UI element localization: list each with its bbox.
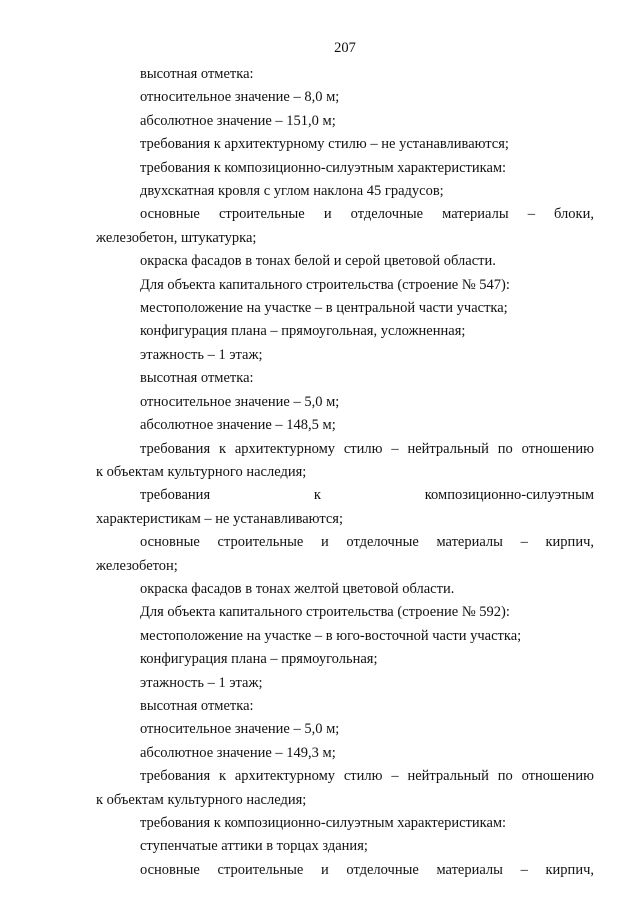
paragraph-continuation: к объектам культурного наследия; [96,463,307,480]
word: нейтральный [407,768,489,785]
word: к [218,440,227,457]
paragraph: окраска фасадов в тонах желтой цветовой области. [140,580,455,597]
word: и [320,534,329,551]
paragraph: окраска фасадов в тонах белой и серой цветовой области. [140,253,496,270]
word: материалы [436,534,503,551]
word: к [313,487,321,504]
word: отношению [521,768,594,785]
word: отделочные [346,534,419,551]
word: и [320,861,329,878]
paragraph: конфигурация плана – прямоугольная, усложненная; [140,323,466,340]
paragraph: местоположение на участке – в центральной части участка; [140,300,508,317]
word: требования [140,768,211,785]
word: отделочные [350,206,424,223]
paragraph: ступенчатые аттики в торцах здания; [140,838,368,855]
word: материалы [442,206,509,223]
word: строительные [218,206,305,223]
word: – [520,861,528,878]
paragraph: местоположение на участке – в юго-восточной части участка; [140,627,522,644]
paragraph-continuation: железобетон; [96,557,178,574]
paragraph: конфигурация плана – прямоугольная; [140,651,378,668]
paragraph: абсолютное значение – 149,3 м; [140,744,336,761]
paragraph: требования к композиционно-силуэтным характеристикам: [140,815,507,831]
word: композиционно-силуэтным [424,487,594,504]
justified-line [96,203,594,226]
paragraph-continuation: к объектам культурного наследия; [96,791,307,808]
justified-line [96,438,594,461]
word: – [391,768,399,785]
justified-line [96,484,594,507]
word: основные [140,534,200,551]
word: кирпич, [545,534,594,551]
paragraph: высотная отметка: [140,370,254,387]
document-body [96,63,594,882]
word: строительные [217,534,304,551]
word: основные [140,206,200,223]
page-number: 207 [334,40,356,56]
word: стилю [343,440,383,457]
paragraph: двухскатная кровля с углом наклона 45 градусов; [140,183,444,200]
word: по [497,440,513,457]
word: кирпич, [545,861,594,878]
paragraph: этажность – 1 этаж; [140,674,263,691]
word: требования [140,487,211,504]
paragraph-continuation: железобетон, штукатурка; [96,229,257,246]
paragraph: этажность – 1 этаж; [140,346,263,363]
word: строительные [217,861,304,878]
word: отношению [521,440,594,457]
word: требования [140,440,211,457]
justified-line [96,765,594,788]
justified-line [96,859,594,882]
paragraph: относительное значение – 8,0 м; [140,89,340,106]
paragraph-continuation: характеристикам – не устанавливаются; [96,510,343,527]
word: к [218,768,227,785]
word: блоки, [554,206,594,223]
paragraph: Для объекта капитального строительства (строение № 592): [140,604,510,621]
word: – [520,534,528,551]
word: – [527,206,535,223]
justified-line [96,531,594,554]
word: основные [140,861,200,878]
paragraph: относительное значение – 5,0 м; [140,393,340,410]
paragraph: требования к композиционно-силуэтным характеристикам: [140,159,507,176]
word: материалы [436,861,503,878]
paragraph: требования к архитектурному стилю – не устанавливаются; [140,136,509,153]
word: архитектурному [234,440,336,457]
paragraph: Для объекта капитального строительства (строение № 547): [140,276,510,293]
word: по [497,768,513,785]
paragraph: относительное значение – 5,0 м; [140,721,340,738]
word: и [323,206,332,223]
word: нейтральный [407,440,489,457]
paragraph: высотная отметка: [140,697,254,714]
paragraph: высотная отметка: [140,66,254,82]
word: стилю [343,768,383,785]
paragraph: абсолютное значение – 148,5 м; [140,417,336,434]
word: – [391,440,399,457]
word: архитектурному [234,768,336,785]
paragraph: абсолютное значение – 151,0 м; [140,112,336,129]
word: отделочные [346,861,419,878]
